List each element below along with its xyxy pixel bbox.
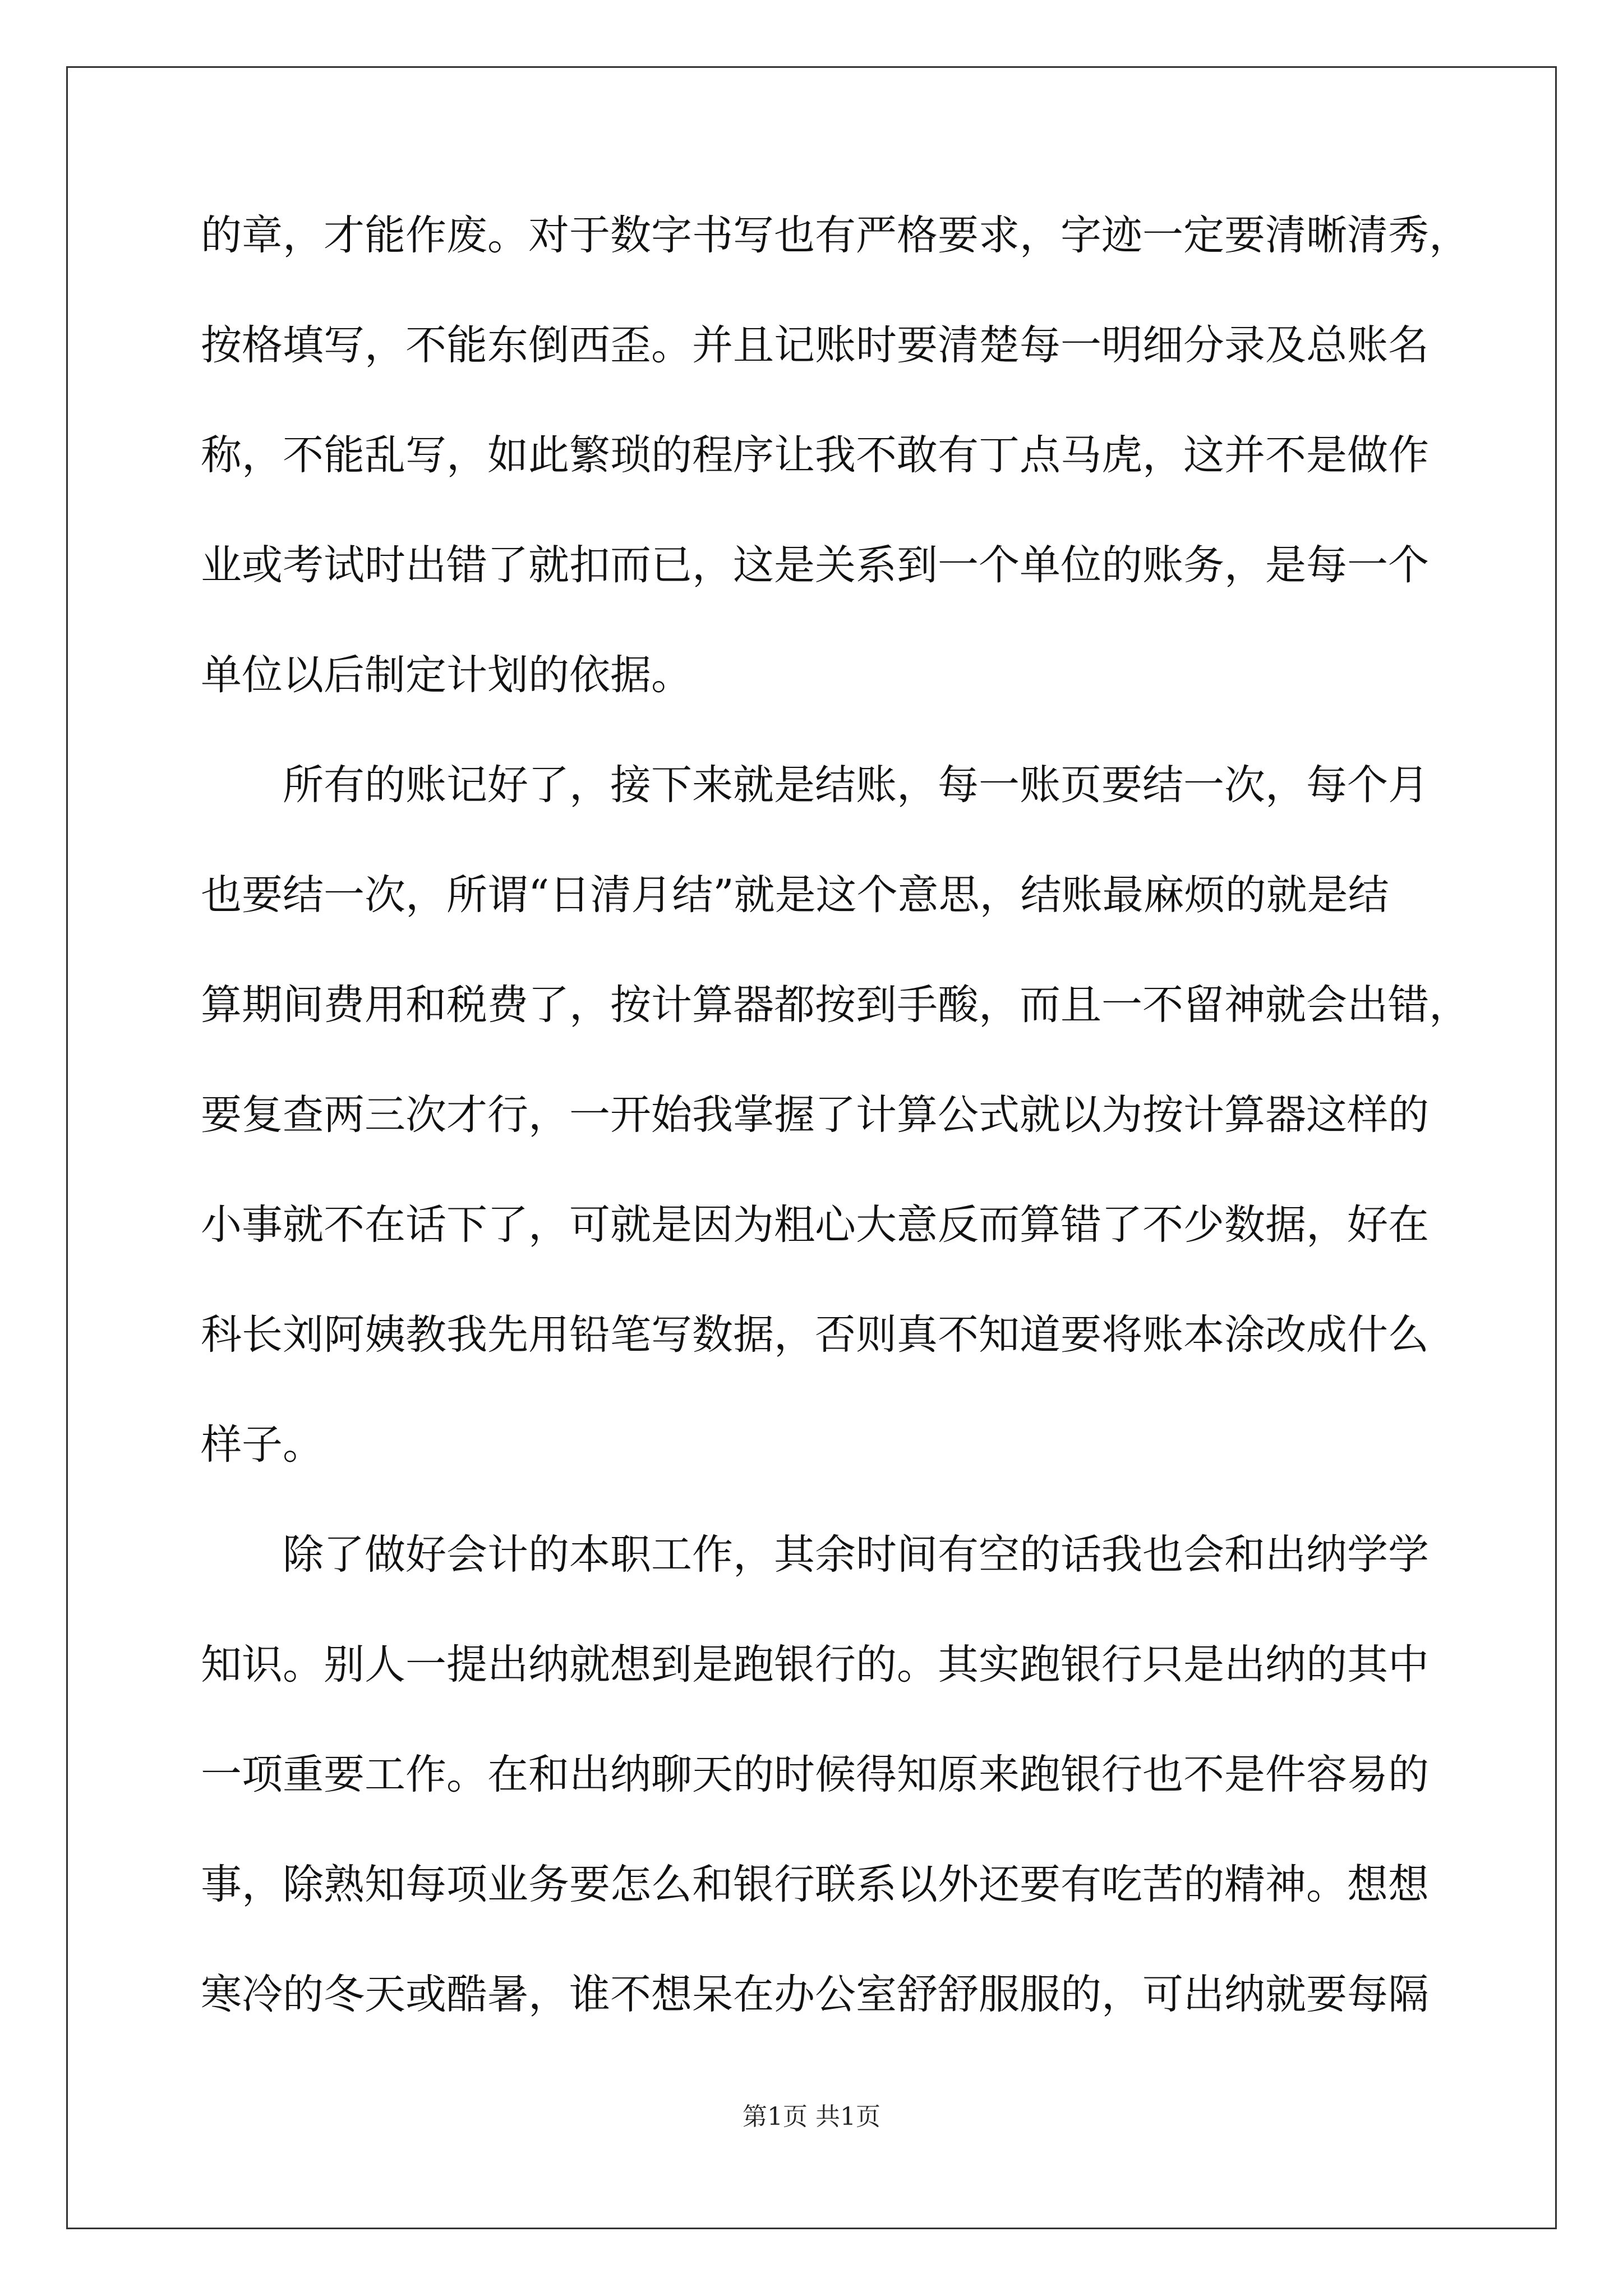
text-line: 科长刘阿姨教我先用铅笔写数据，否则真不知道要将账本涂改成什么 (201, 1311, 1429, 1359)
text-line: 所有的账记好了，接下来就是结账，每一账页要结一次，每个月 (283, 761, 1429, 809)
text-line: 知识。别人一提出纳就想到是跑银行的。其实跑银行只是出纳的其中 (201, 1641, 1429, 1688)
text-line: 单位以后制定计划的依据。 (201, 651, 692, 699)
text-line: 一项重要工作。在和出纳聊天的时候得知原来跑银行也不是件容易的 (201, 1751, 1429, 1798)
text-line: 业或考试时出错了就扣而已，这是关系到一个单位的账务，是每一个 (201, 541, 1429, 589)
text-line: 要复查两三次才行，一开始我掌握了计算公式就以为按计算器这样的 (201, 1091, 1429, 1139)
text-line: 的章，才能作废。对于数字书写也有严格要求，字迹一定要清晰清秀， (201, 211, 1470, 259)
text-line: 寒冷的冬天或酷暑，谁不想呆在办公室舒舒服服的，可出纳就要每隔 (201, 1971, 1429, 2018)
text-line: 算期间费用和税费了，按计算器都按到手酸，而且一不留神就会出错， (201, 981, 1470, 1029)
page-footer: 第1页 共1页 (743, 2102, 880, 2131)
text-line: 样子。 (201, 1421, 324, 1469)
text-line: 称，不能乱写，如此繁琐的程序让我不敢有丁点马虎，这并不是做作 (201, 431, 1429, 479)
text-line: 除了做好会计的本职工作，其余时间有空的话我也会和出纳学学 (283, 1531, 1429, 1579)
text-line: 事，除熟知每项业务要怎么和银行联系以外还要有吃苦的精神。想想 (201, 1861, 1429, 1908)
text-line: 小事就不在话下了，可就是因为粗心大意反而算错了不少数据，好在 (201, 1201, 1429, 1249)
text-line: 按格填写，不能东倒西歪。并且记账时要清楚每一明细分录及总账名 (201, 321, 1429, 369)
text-line: 也要结一次，所谓“日清月结”就是这个意思，结账最麻烦的就是结 (201, 871, 1389, 919)
